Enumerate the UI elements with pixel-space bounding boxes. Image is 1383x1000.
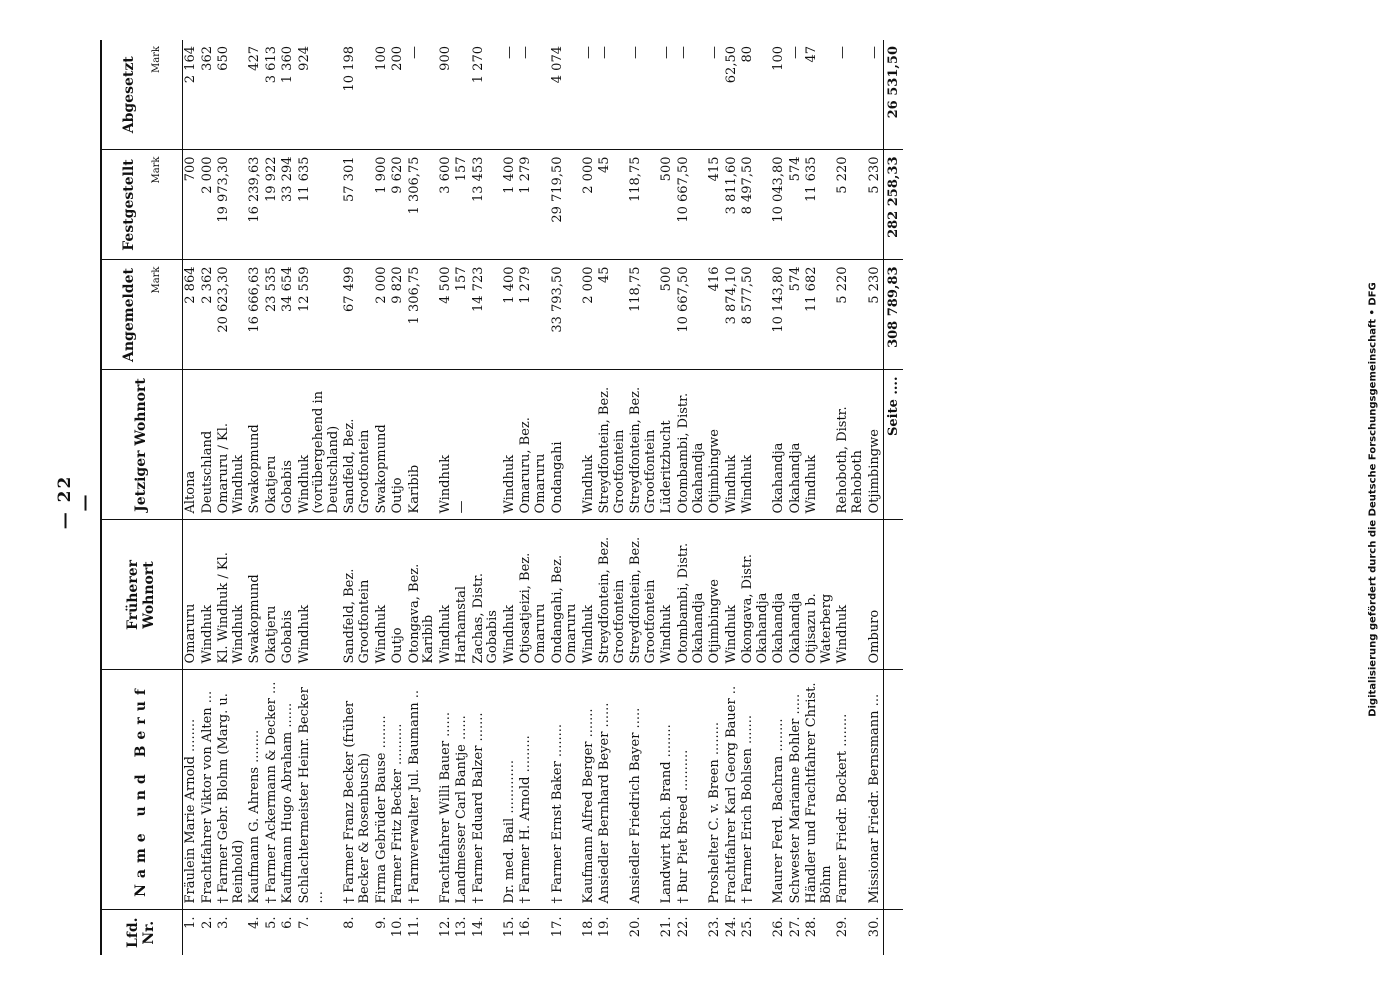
former-residence: Zachas, Distr. Gobabis [471, 520, 502, 670]
header-name: Name und Beruf [101, 670, 183, 910]
person-name-occupation: Frachtfahrer Viktor von Alten ... [200, 670, 217, 910]
amount-festgestellt: 19 973,30 [216, 150, 247, 260]
former-residence: Otjimbingwe [707, 520, 724, 670]
table-row [407, 40, 438, 955]
amount-abgesetzt: 62,50 [724, 40, 741, 150]
amount-angemeldet: 1 279 [518, 260, 549, 370]
row-number: 14. [470, 916, 486, 938]
amount-festgestellt: 57 301 [342, 150, 373, 260]
row-number: 24. [723, 916, 739, 938]
amount-angemeldet: 67 499 [342, 260, 373, 370]
amount-angemeldet: 10 143,80 [771, 260, 788, 370]
unit-label: Mark [151, 156, 163, 184]
former-residence: Windhuk [502, 520, 519, 670]
amount-festgestellt: 13 453 [471, 150, 502, 260]
former-residence: Swakopmund [247, 520, 264, 670]
person-name-occupation: Farmer Friedr. Bockert ........ [835, 670, 866, 910]
person-name-occupation: Landmesser Carl Bantje ...... [454, 670, 471, 910]
row-number: 6. [280, 916, 296, 929]
person-name-occupation: Frachtfahrer Karl Georg Bauer .. [724, 670, 741, 910]
row-number: 27. [787, 916, 803, 938]
current-residence: Swakopmund [247, 370, 264, 520]
table-row [247, 40, 264, 955]
row-number: 4. [247, 916, 263, 929]
current-residence: Windhuk [804, 370, 835, 520]
person-name-occupation: Kaufmann G. Ahrens ........ [247, 670, 264, 910]
person-name-occupation: † Farmer Franz Becker (früher Becker & Rosenbusch) [342, 670, 373, 910]
amount-angemeldet: 118,75 [628, 260, 659, 370]
table-row [342, 40, 373, 955]
person-name-occupation: Landwirt Rich. Brand ........ [659, 670, 676, 910]
amount-angemeldet: 11 682 [804, 260, 835, 370]
former-residence: Windhuk [374, 520, 391, 670]
amount-angemeldet: 1 306,75 [407, 260, 438, 370]
current-residence: Gobabis [280, 370, 297, 520]
row-number: 17. [549, 916, 565, 938]
table-row [454, 40, 471, 955]
amount-angemeldet: 12 559 [297, 260, 343, 370]
amount-angemeldet: 33 793,50 [550, 260, 581, 370]
rotated-table-frame [100, 40, 1290, 955]
amount-abgesetzt: 80 [740, 40, 771, 150]
footer-label: Seite .... [884, 370, 903, 520]
amount-abgesetzt: — [707, 40, 724, 150]
table-row [835, 40, 866, 955]
former-residence: Streydfontein, Bez. Grootfontein [597, 520, 628, 670]
current-residence: Streydfontein, Bez. Grootfontein [597, 370, 628, 520]
table-row [297, 40, 343, 955]
former-residence: Kl. Windhuk / Kl. Windhuk [216, 520, 247, 670]
table-container [100, 40, 1290, 955]
person-name-occupation: Maurer Ferd. Bachran ........ [771, 670, 788, 910]
person-name-occupation: † Farmer Ernst Baker ........ [550, 670, 581, 910]
person-name-occupation: † Farmer Ackermann & Decker ... [264, 670, 281, 910]
amount-festgestellt: 118,75 [628, 150, 659, 260]
amount-festgestellt: 3 811,60 [724, 150, 741, 260]
row-number: 26. [771, 916, 787, 938]
row-number: 23. [707, 916, 723, 938]
amount-festgestellt: 9 620 [390, 150, 407, 260]
former-residence: Otjisazu b. Waterberg [804, 520, 835, 670]
current-residence: Windhuk [502, 370, 519, 520]
current-residence: Okahandja [788, 370, 805, 520]
table-row [200, 40, 217, 955]
amount-abgesetzt: — [835, 40, 866, 150]
amount-angemeldet: 45 [597, 260, 628, 370]
amount-angemeldet: 1 400 [502, 260, 519, 370]
amount-angemeldet: 2 864 [183, 260, 200, 370]
table-row [183, 40, 200, 955]
amount-abgesetzt: — [502, 40, 519, 150]
amount-festgestellt: 700 [183, 150, 200, 260]
table-row [724, 40, 741, 955]
row-number: 11. [406, 916, 422, 938]
amount-angemeldet: 500 [659, 260, 676, 370]
amount-angemeldet: 23 535 [264, 260, 281, 370]
row-number: 2. [199, 916, 215, 929]
amount-abgesetzt: 924 [297, 40, 343, 150]
amount-abgesetzt: 3 613 [264, 40, 281, 150]
dfg-funding-note: Digitalisierung gefördert durch die Deutsche Forschungsgemeinschaft • DFG [1367, 282, 1379, 717]
current-residence: Streydfontein, Bez. Grootfontein [628, 370, 659, 520]
table-row [390, 40, 407, 955]
amount-angemeldet: 4 500 [438, 260, 455, 370]
person-name-occupation: Schlachtermeister Heinr. Becker ... [297, 670, 343, 910]
person-name-occupation: Kaufmann Hugo Abraham ...... [280, 670, 297, 910]
former-residence: Omaruru [183, 520, 200, 670]
amount-abgesetzt: — [628, 40, 659, 150]
row-number: 3. [216, 916, 232, 929]
current-residence: Lüderitzbucht [659, 370, 676, 520]
amount-festgestellt: 3 600 [438, 150, 455, 260]
amount-festgestellt: 157 [454, 150, 471, 260]
current-residence: Sandfeld, Bez. Grootfontein [342, 370, 373, 520]
amount-angemeldet: 8 577,50 [740, 260, 771, 370]
table-row [707, 40, 724, 955]
former-residence: Windhuk [297, 520, 343, 670]
row-number: 29. [835, 916, 851, 938]
amount-abgesetzt: — [407, 40, 438, 150]
row-number: 19. [597, 916, 613, 938]
person-name-occupation: Farmer Fritz Becker .......... [390, 670, 407, 910]
table-body [183, 40, 884, 955]
footer-angemeldet: 308 789,83 [884, 260, 903, 370]
former-residence: Sandfeld, Bez. Grootfontein [342, 520, 373, 670]
former-residence: Windhuk [438, 520, 455, 670]
row-number: 30. [866, 916, 882, 938]
footer-empty-nr [884, 910, 903, 955]
former-residence: Ondangahi, Bez. Omaruru [550, 520, 581, 670]
table-header-row [101, 40, 183, 955]
amount-angemeldet: 16 666,63 [247, 260, 264, 370]
former-residence: Windhuk [835, 520, 866, 670]
person-name-occupation: Ansiedler Friedrich Bayer ..... [628, 670, 659, 910]
current-residence: Altona [183, 370, 200, 520]
person-name-occupation: † Farmer Erich Bohlsen ....... [740, 670, 771, 910]
former-residence: Okatjeru [264, 520, 281, 670]
former-residence: Windhuk [659, 520, 676, 670]
amount-festgestellt: 1 279 [518, 150, 549, 260]
former-residence: Okahandja [771, 520, 788, 670]
table-row [659, 40, 676, 955]
current-residence: Swakopmund [374, 370, 391, 520]
footer-empty-name [884, 670, 903, 910]
row-number: 22. [675, 916, 691, 938]
person-name-occupation: Missionar Friedr. Bernsmann ... [867, 670, 884, 910]
amount-abgesetzt: 650 [216, 40, 247, 150]
row-number: 18. [580, 916, 596, 938]
former-residence: Omburo [867, 520, 884, 670]
amount-angemeldet: 9 820 [390, 260, 407, 370]
current-residence: Omaruru, Bez. Omaruru [518, 370, 549, 520]
row-number: 21. [659, 916, 675, 938]
current-residence: Windhuk [740, 370, 771, 520]
row-number: 13. [454, 916, 470, 938]
current-residence: Windhuk [724, 370, 741, 520]
unit-label: Mark [151, 266, 163, 294]
current-residence: Windhuk (vorübergehend in Deutschland) [297, 370, 343, 520]
current-residence: Otjimbingwe [707, 370, 724, 520]
header-frueher: Früherer Wohnort [101, 520, 183, 670]
row-number: 25. [740, 916, 756, 938]
amount-abgesetzt: 1 360 [280, 40, 297, 150]
person-name-occupation: Fräulein Marie Arnold ........ [183, 670, 200, 910]
header-festgestellt: Festgestellt Mark [101, 150, 183, 260]
person-name-occupation: Dr. med. Bail ............. [502, 670, 519, 910]
amount-festgestellt: 29 719,50 [550, 150, 581, 260]
person-name-occupation: † Bur Piet Breed .......... [676, 670, 707, 910]
table-row [740, 40, 771, 955]
person-name-occupation: † Farmer Eduard Balzer ....... [471, 670, 502, 910]
amount-abgesetzt: 10 198 [342, 40, 373, 150]
row-number: 7. [296, 916, 312, 929]
amount-abgesetzt: — [659, 40, 676, 150]
amount-festgestellt: 5 230 [867, 150, 884, 260]
amount-festgestellt: 10 043,80 [771, 150, 788, 260]
amount-festgestellt: 8 497,50 [740, 150, 771, 260]
row-number: 10. [390, 916, 406, 938]
person-name-occupation: Schwester Marianne Bohler ..... [788, 670, 805, 910]
table-row [374, 40, 391, 955]
row-number: 8. [342, 916, 358, 929]
row-number: 20. [628, 916, 644, 938]
table-row [628, 40, 659, 955]
table-row [438, 40, 455, 955]
person-name-occupation: Proshelter C. v. Breen ........ [707, 670, 724, 910]
amount-festgestellt: 415 [707, 150, 724, 260]
amount-angemeldet: 2 362 [200, 260, 217, 370]
former-residence: Windhuk [200, 520, 217, 670]
current-residence: Karibib [407, 370, 438, 520]
table-row [771, 40, 788, 955]
amount-abgesetzt: 47 [804, 40, 835, 150]
amount-angemeldet: 2 000 [374, 260, 391, 370]
table-row [676, 40, 707, 955]
former-residence: Streydfontein, Bez. Grootfontein [628, 520, 659, 670]
current-residence: Ondangahi [550, 370, 581, 520]
amount-angemeldet: 14 723 [471, 260, 502, 370]
amount-abgesetzt: 362 [200, 40, 217, 150]
amount-abgesetzt: 4 074 [550, 40, 581, 150]
header-nr: Lfd. Nr. [101, 910, 183, 955]
row-number: 9. [373, 916, 389, 929]
amount-festgestellt: 500 [659, 150, 676, 260]
amount-abgesetzt: — [676, 40, 707, 150]
amount-abgesetzt: 1 270 [471, 40, 502, 150]
amount-abgesetzt: — [597, 40, 628, 150]
amount-abgesetzt: — [788, 40, 805, 150]
unit-label: Mark [151, 46, 163, 74]
amount-festgestellt: 574 [788, 150, 805, 260]
header-abgesetzt: Abgesetzt Mark [101, 40, 183, 150]
table-row [550, 40, 581, 955]
current-residence: Okatjeru [264, 370, 281, 520]
former-residence: Windhuk [581, 520, 598, 670]
amount-abgesetzt: — [867, 40, 884, 150]
person-name-occupation: Ansiedler Bernhard Beyer ...... [597, 670, 628, 910]
footer-abgesetzt: 26 531,50 [884, 40, 903, 150]
amount-abgesetzt: 427 [247, 40, 264, 150]
former-residence: Otombambi, Distr. Okahandja [676, 520, 707, 670]
person-name-occupation: Händler und Frachtfahrer Christ. Böhm [804, 670, 835, 910]
former-residence: Okahandja [788, 520, 805, 670]
amount-festgestellt: 1 900 [374, 150, 391, 260]
person-name-occupation: Kaufmann Alfred Berger ....... [581, 670, 598, 910]
table-footer-row [884, 40, 903, 955]
table-row [867, 40, 884, 955]
current-residence: Okahandja [771, 370, 788, 520]
person-name-occupation: † Farmverwalter Jul. Baumann .. [407, 670, 438, 910]
table-row [597, 40, 628, 955]
former-residence: Windhuk [724, 520, 741, 670]
current-residence: Windhuk [438, 370, 455, 520]
row-number: 16. [518, 916, 534, 938]
table-row [581, 40, 598, 955]
amount-angemeldet: 5 220 [835, 260, 866, 370]
person-name-occupation: † Farmer H. Arnold ......... [518, 670, 549, 910]
header-angemeldet: Angemeldet Mark [101, 260, 183, 370]
amount-festgestellt: 45 [597, 150, 628, 260]
row-number: 28. [804, 916, 820, 938]
header-jetzig: Jetziger Wohnort [101, 370, 183, 520]
amount-abgesetzt: — [581, 40, 598, 150]
amount-abgesetzt: 100 [771, 40, 788, 150]
table-row [471, 40, 502, 955]
former-residence: Outjo [390, 520, 407, 670]
amount-angemeldet: 5 230 [867, 260, 884, 370]
current-residence: Otjimbingwe [867, 370, 884, 520]
table-row [788, 40, 805, 955]
person-name-occupation: Firma Gebrüder Bause ........ [374, 670, 391, 910]
amount-festgestellt: 2 000 [581, 150, 598, 260]
table-row [518, 40, 549, 955]
amount-angemeldet: 2 000 [581, 260, 598, 370]
amount-angemeldet: 34 654 [280, 260, 297, 370]
current-residence: Otombambi, Distr. Okahandja [676, 370, 707, 520]
current-residence: Deutschland [200, 370, 217, 520]
former-residence: Otjosatjeizi, Bez. Omaruru [518, 520, 549, 670]
current-residence: — [454, 370, 471, 520]
amount-angemeldet: 20 623,30 [216, 260, 247, 370]
amount-angemeldet: 157 [454, 260, 471, 370]
table-row [804, 40, 835, 955]
person-name-occupation: † Farmer Gebr. Blohm (Marg. u. Reinhold) [216, 670, 247, 910]
amount-festgestellt: 2 000 [200, 150, 217, 260]
footer-empty-frueher [884, 520, 903, 670]
current-residence: Windhuk [581, 370, 598, 520]
row-number: 15. [501, 916, 517, 938]
former-residence: Gobabis [280, 520, 297, 670]
current-residence [471, 370, 502, 520]
amount-abgesetzt [454, 40, 471, 150]
row-number: 1. [183, 916, 198, 929]
amount-festgestellt: 33 294 [280, 150, 297, 260]
compensation-table [100, 40, 903, 955]
former-residence: Okongava, Distr. Okahandja [740, 520, 771, 670]
amount-festgestellt: 16 239,63 [247, 150, 264, 260]
current-residence: Outjo [390, 370, 407, 520]
row-number: 5. [263, 916, 279, 929]
amount-festgestellt: 11 635 [297, 150, 343, 260]
table-row [280, 40, 297, 955]
amount-abgesetzt: 900 [438, 40, 455, 150]
person-name-occupation: Frachtfahrer Willi Bauer ...... [438, 670, 455, 910]
table-row [216, 40, 247, 955]
amount-abgesetzt: 100 [374, 40, 391, 150]
table-row [264, 40, 281, 955]
amount-festgestellt: 1 306,75 [407, 150, 438, 260]
amount-festgestellt: 19 922 [264, 150, 281, 260]
footer-festgestellt: 282 258,33 [884, 150, 903, 260]
former-residence: Harhamstal [454, 520, 471, 670]
current-residence: Omaruru / Kl. Windhuk [216, 370, 247, 520]
page-number: — 22 — [55, 474, 95, 530]
amount-angemeldet: 574 [788, 260, 805, 370]
current-residence: Rehoboth, Distr. Rehoboth [835, 370, 866, 520]
amount-festgestellt: 10 667,50 [676, 150, 707, 260]
amount-abgesetzt: — [518, 40, 549, 150]
amount-festgestellt: 11 635 [804, 150, 835, 260]
amount-angemeldet: 10 667,50 [676, 260, 707, 370]
amount-abgesetzt: 200 [390, 40, 407, 150]
amount-angemeldet: 3 874,10 [724, 260, 741, 370]
row-number: 12. [437, 916, 453, 938]
amount-festgestellt: 5 220 [835, 150, 866, 260]
table-row [502, 40, 519, 955]
former-residence: Otongava, Bez. Karibib [407, 520, 438, 670]
amount-abgesetzt: 2 164 [183, 40, 200, 150]
amount-angemeldet: 416 [707, 260, 724, 370]
amount-festgestellt: 1 400 [502, 150, 519, 260]
